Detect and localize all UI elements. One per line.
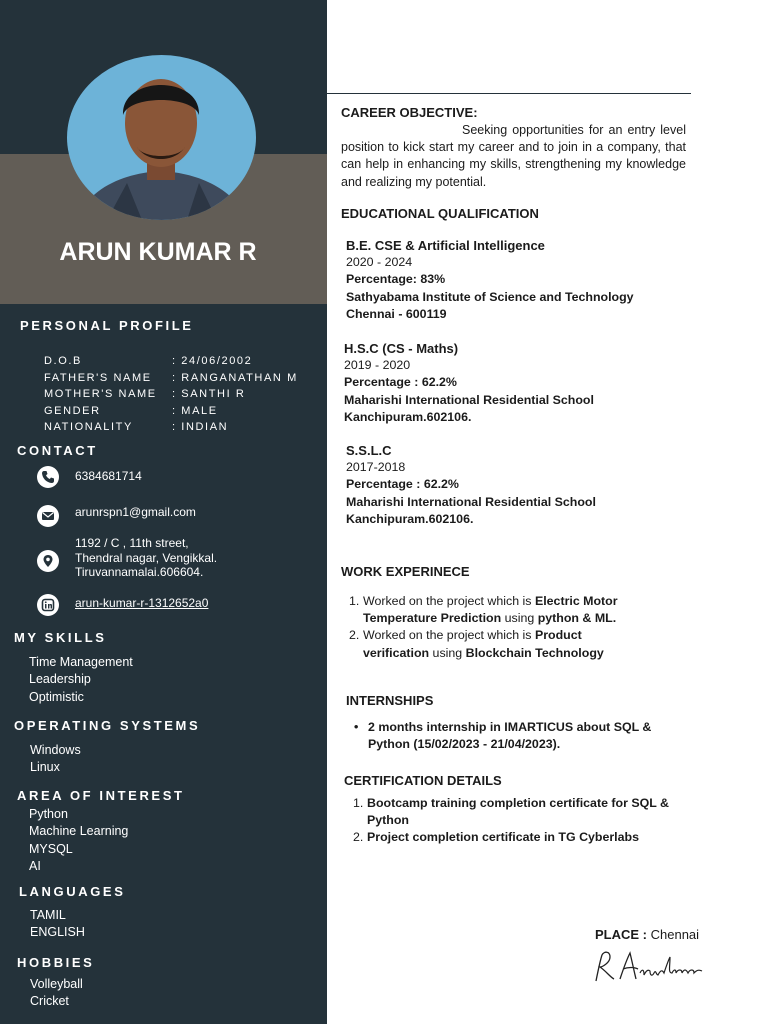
score: Percentage: 83% bbox=[346, 272, 446, 287]
institution: Maharishi International Residential School bbox=[344, 392, 594, 407]
education-entry bbox=[346, 237, 634, 323]
list-item: Cricket bbox=[30, 994, 69, 1009]
profile-label: NATIONALITY bbox=[44, 421, 133, 434]
item-text: 2 months internship in IMARTICUS about SQL & Python (15/02/2023 - 21/04/2023). bbox=[368, 720, 652, 752]
item-number: 2. bbox=[349, 628, 360, 643]
list-item: TAMIL bbox=[30, 908, 66, 922]
profile-row bbox=[44, 419, 298, 436]
header-divider bbox=[327, 93, 691, 94]
item-text: Project completion certificate in TG Cyberlabs bbox=[367, 830, 639, 845]
address-line: Tiruvannamalai.606604. bbox=[75, 565, 204, 579]
institution: Maharishi International Residential School bbox=[346, 494, 596, 509]
profile-value: : INDIAN bbox=[172, 421, 229, 434]
list-item bbox=[353, 795, 693, 829]
list-item: Linux bbox=[30, 760, 60, 775]
years: 2019 - 2020 bbox=[344, 358, 411, 373]
list-item: AI bbox=[29, 858, 41, 873]
profile-value: : RANGANATHAN M bbox=[172, 371, 298, 384]
institution-place: Kanchipuram.602106. bbox=[346, 511, 474, 526]
years: 2020 - 2024 bbox=[346, 255, 413, 270]
personal-profile bbox=[44, 353, 298, 436]
institution-place: Chennai - 600119 bbox=[346, 306, 447, 321]
score: Percentage : 62.2% bbox=[346, 477, 459, 492]
degree: H.S.C (CS - Maths) bbox=[344, 341, 459, 356]
os-title: OPERATING SYSTEMS bbox=[14, 718, 201, 733]
objective-title: CAREER OBJECTIVE: bbox=[341, 105, 478, 120]
phone-number: 6384681714 bbox=[75, 469, 142, 483]
signature bbox=[590, 945, 708, 989]
profile-value: : MALE bbox=[172, 404, 218, 417]
profile-row bbox=[44, 353, 298, 370]
profile-label: FATHER'S NAME bbox=[44, 371, 152, 384]
bullet: • bbox=[354, 720, 359, 734]
os-list bbox=[30, 742, 81, 777]
list-item bbox=[349, 593, 649, 627]
languages-title: LANGUAGES bbox=[19, 884, 126, 899]
phone-icon bbox=[37, 466, 59, 488]
hobbies-list bbox=[30, 976, 83, 1011]
email-address: arunrspn1@gmail.com bbox=[75, 505, 196, 519]
profile-label: MOTHER'S NAME bbox=[44, 388, 157, 401]
profile-row bbox=[44, 386, 298, 403]
address bbox=[75, 536, 217, 580]
languages-list bbox=[30, 907, 85, 942]
hobbies-title: HOBBIES bbox=[17, 955, 95, 970]
certifications-title: CERTIFICATION DETAILS bbox=[344, 773, 502, 788]
personal-profile-title: PERSONAL PROFILE bbox=[20, 318, 194, 333]
list-item: Machine Learning bbox=[29, 824, 129, 839]
profile-label: GENDER bbox=[44, 404, 101, 417]
item-text: Bootcamp training completion certificate for SQL & Python bbox=[367, 796, 670, 828]
profile-value: : 24/06/2002 bbox=[172, 355, 253, 367]
item-text: using bbox=[501, 611, 538, 626]
linkedin-link[interactable]: arun-kumar-r-1312652a0 bbox=[75, 596, 209, 610]
skills-list bbox=[29, 654, 133, 706]
interest-title: AREA OF INTEREST bbox=[17, 788, 185, 803]
location-icon bbox=[37, 550, 59, 572]
certifications-list bbox=[353, 795, 693, 847]
list-item bbox=[352, 719, 672, 753]
item-number: 1. bbox=[349, 594, 360, 608]
project-name: Electric Motor Temperature Prediction bbox=[363, 594, 618, 626]
list-item: Leadership bbox=[29, 672, 91, 687]
linkedin-icon bbox=[37, 594, 59, 616]
profile-row bbox=[44, 403, 298, 420]
skills-title: MY SKILLS bbox=[14, 630, 107, 645]
institution: Sathyabama Institute of Science and Technology bbox=[346, 289, 634, 304]
mail-icon bbox=[37, 505, 59, 527]
address-line: Thendral nagar, Vengikkal. bbox=[75, 550, 218, 565]
list-item: Time Management bbox=[29, 655, 133, 669]
interest-list bbox=[29, 806, 128, 875]
item-number: 2. bbox=[353, 830, 364, 845]
years: 2017-2018 bbox=[346, 460, 406, 475]
objective-text: Seeking opportunities for an entry level position to kick start my career and to join in a company, that can help in enhancing my skills, strengthening my knowledge and realizing my potential. bbox=[341, 123, 686, 189]
list-item: Windows bbox=[30, 743, 81, 757]
profile-row bbox=[44, 370, 298, 387]
score: Percentage : 62.2% bbox=[344, 375, 457, 390]
item-text: using bbox=[429, 645, 466, 660]
list-item: MYSQL bbox=[29, 841, 73, 856]
list-item: ENGLISH bbox=[30, 925, 85, 940]
project-name: Product verification bbox=[363, 628, 582, 660]
candidate-name: ARUN KUMAR R bbox=[59, 238, 257, 266]
profile-label: D.O.B bbox=[44, 355, 82, 367]
work-title: WORK EXPERINECE bbox=[341, 564, 470, 579]
item-number: 1. bbox=[353, 796, 364, 810]
technology: python & ML. bbox=[537, 611, 617, 626]
place bbox=[595, 927, 699, 942]
place-value: Chennai bbox=[650, 927, 700, 942]
profile-photo bbox=[67, 55, 256, 220]
profile-value: : SANTHI R bbox=[172, 388, 246, 401]
item-text: Worked on the project which is bbox=[363, 594, 535, 608]
education-entry bbox=[346, 442, 596, 528]
internships-list bbox=[352, 719, 672, 753]
technology: Blockchain Technology bbox=[465, 645, 604, 660]
institution-place: Kanchipuram.602106. bbox=[344, 409, 472, 424]
list-item bbox=[349, 627, 649, 661]
item-text: Worked on the project which is bbox=[363, 628, 535, 643]
list-item: Volleyball bbox=[30, 977, 83, 991]
work-list bbox=[349, 593, 649, 662]
internships-title: INTERNSHIPS bbox=[346, 693, 434, 708]
contact-title: CONTACT bbox=[17, 443, 98, 458]
degree: S.S.L.C bbox=[346, 443, 392, 458]
degree: B.E. CSE & Artificial Intelligence bbox=[346, 238, 545, 253]
place-label: PLACE : bbox=[595, 927, 647, 942]
list-item: Python bbox=[29, 807, 68, 821]
education-title: EDUCATIONAL QUALIFICATION bbox=[341, 206, 539, 221]
list-item bbox=[353, 829, 693, 846]
list-item: Optimistic bbox=[29, 689, 84, 704]
address-line: 1192 / C , 11th street, bbox=[75, 536, 189, 550]
sidebar bbox=[0, 0, 327, 1024]
education-entry bbox=[344, 340, 594, 426]
